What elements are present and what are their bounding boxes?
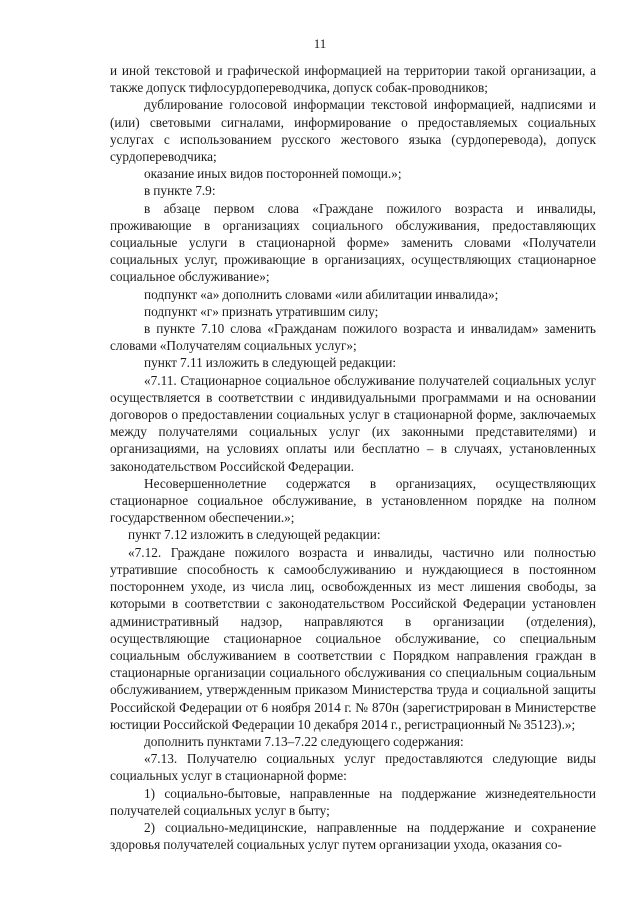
paragraph-16: 1) социально-бытовые, направленные на поддержание жизнедеятельности получателей социальных услуг в быту; [110, 785, 596, 818]
paragraph-8: в пункте 7.10 слова «Гражданам пожилого возраста и инвалидам» заменить словами «Получателям социальных услуг»; [110, 321, 596, 354]
paragraph-7: подпункт «г» признать утратившим силу; [144, 303, 379, 319]
paragraph-3: оказание иных видов посторонней помощи.»; [144, 166, 402, 182]
paragraph-6: подпункт «а» дополнить словами «или абилитации инвалида»; [144, 286, 499, 302]
paragraph-2: дублирование голосовой информации текстовой информацией, надписями и (или) световыми сигналами, информирование о предоставляемых социальных услугах с использованием русского жестового языка (сурдоперевода), допуск сурдопереводчика; [110, 97, 596, 165]
paragraph-4: в пункте 7.9: [144, 183, 216, 199]
page-number: 11 [313, 36, 327, 51]
paragraph-5: в абзаце первом слова «Граждане пожилого возраста и инвалиды, проживающие в организациях социального обслуживания, предоставляющих социальные услуги в стационарной форме» заменить словами «Получатели социальных услуг, проживающие в организациях, осуществляющих стационарное социальное обслуживание»; [110, 200, 596, 285]
document-body [110, 62, 596, 853]
paragraph-10: «7.11. Стационарное социальное обслуживание получателей социальных услуг осуществляется в соответствии с индивидуальными программами и на основании договоров о предоставлении социальных услуг в стационарной форме, заключаемых между получателями социальных услуг (их законными представителями) и организациями, на условиях оплаты или бесплатно – в случаях, установленных законодательством Российской Федерации. [110, 372, 596, 474]
paragraph-15: «7.13. Получателю социальных услуг предоставляются следующие виды социальных услуг в стационарной форме: [110, 751, 596, 784]
paragraph-17: 2) социально-медицинские, направленные на поддержание и сохранение здоровья получателей социальных услуг путем организации ухода, оказания со- [110, 819, 596, 853]
paragraph-9: пункт 7.11 изложить в следующей редакции: [144, 355, 397, 371]
paragraph-13: «7.12. Граждане пожилого возраста и инвалиды, частично или полностью утратившие способность к самообслуживанию и нуждающиеся в постоянном постороннем уходе, из числа лиц, освобожденных из мест лишения свободы, за которыми в соответствии с законодательством Российской Федерации установлен административный надзор, направляются в организации (отделения), осуществляющие стационарное социальное обслуживание, со специальным социальным обслуживанием в соответствии с Порядком направления граждан в стационарные организации социального обслуживания со специальным социальным обслуживанием, утвержденным приказом Министерства труда и социальной защиты Российской Федерации от 6 ноября 2014 г. № 870н (зарегистрирован в Министерстве юстиции Российской Федерации 10 декабря 2014 г., регистрационный № 35123).»; [110, 544, 596, 732]
paragraph-14: дополнить пунктами 7.13–7.22 следующего содержания: [144, 733, 464, 749]
paragraph-1: и иной текстовой и графической информацией на территории такой организации, а также допуск тифлосурдопереводчика, допуск собак-проводников; [110, 63, 596, 96]
paragraph-11: Несовершеннолетние содержатся в организациях, осуществляющих стационарное социальное обслуживание, в установленном порядке на полном государственном обеспечении.»; [110, 475, 596, 526]
paragraph-12: пункт 7.12 изложить в следующей редакции: [128, 527, 381, 543]
